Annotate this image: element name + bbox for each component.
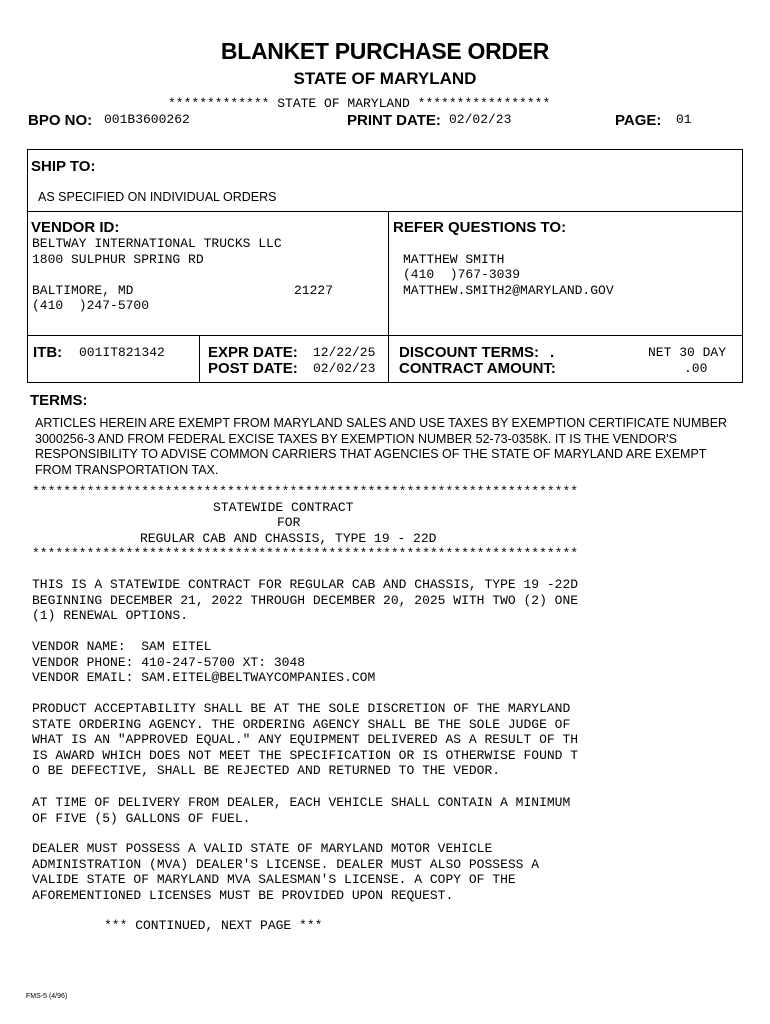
contract-description: THIS IS A STATEWIDE CONTRACT FOR REGULAR CAB AND CHASSIS, TYPE 19 -22D BEGINNING DECEMBER 21, 2022 THROUGH DECEMBER 20, 2025 WITH TWO (2) ONE (1) RENEWAL OPTIONS. <box>32 577 579 623</box>
contract-amount-value: .00 <box>684 361 708 376</box>
license-paragraph: DEALER MUST POSSESS A VALID STATE OF MARYLAND MOTOR VEHICLE ADMINISTRATION (MVA) DEALER'S LICENSE. DEALER MUST ALSO POSSESS A VALIDE STATE OF MARYLAND MVA SALESMAN'S LICENSE. A COPY OF THE AFOREMENTIONED LICENSES MUST BE PROVIDED UPON REQUEST. <box>32 841 540 903</box>
page-label: PAGE: <box>615 112 662 129</box>
terms-label: TERMS: <box>30 392 88 409</box>
contract-amount-label: CONTRACT AMOUNT: <box>399 360 556 377</box>
vendor-id-label: VENDOR ID: <box>31 219 120 236</box>
contact-email: MATTHEW.SMITH2@MARYLAND.GOV <box>403 283 614 298</box>
divider <box>388 211 389 383</box>
contact-phone: (410 )767-3039 <box>403 267 521 282</box>
contract-heading-3: REGULAR CAB AND CHASSIS, TYPE 19 - 22D <box>140 531 437 546</box>
discount-terms-label: DISCOUNT TERMS: <box>399 344 539 361</box>
contact-name: MATTHEW SMITH <box>403 252 505 267</box>
document-subtitle: STATE OF MARYLAND <box>293 69 477 88</box>
divider <box>27 211 743 212</box>
continued-notice: *** CONTINUED, NEXT PAGE *** <box>104 918 323 933</box>
stars-divider-bottom: ********************************************************************** <box>32 546 579 561</box>
terms-text: ARTICLES HEREIN ARE EXEMPT FROM MARYLAND SALES AND USE TAXES BY EXEMPTION CERTIFICATE NUMBER 3000256-3 AND FROM FEDERAL EXCISE TAXES BY EXEMPTION NUMBER 52-73-0358K. IT IS THE VENDOR'S RESPONSIBILITY TO ADVISE COMMON CARRIERS THAT AGENCIES OF THE STATE OF MARYLAND ARE EXEMPT FROM TRANSPORTATION TAX. <box>35 416 728 477</box>
divider <box>27 335 743 336</box>
discount-terms-dot: . <box>550 344 555 361</box>
discount-terms-value: NET 30 DAY <box>648 345 727 360</box>
vendor-phone: (410 )247-5700 <box>32 298 150 313</box>
itb-number: 001IT821342 <box>79 345 165 360</box>
refer-questions-label: REFER QUESTIONS TO: <box>393 219 567 236</box>
post-date-label: POST DATE: <box>208 360 298 377</box>
print-date-value: 02/02/23 <box>449 112 512 127</box>
ship-to-value: AS SPECIFIED ON INDIVIDUAL ORDERS <box>38 190 277 204</box>
state-banner: ************* STATE OF MARYLAND ***************** <box>168 96 551 111</box>
ship-to-label: SHIP TO: <box>31 158 96 175</box>
bpo-number: 001B3600262 <box>104 112 190 127</box>
acceptability-paragraph: PRODUCT ACCEPTABILITY SHALL BE AT THE SOLE DISCRETION OF THE MARYLAND STATE ORDERING AGENCY. THE ORDERING AGENCY SHALL BE THE SOLE JUDGE OF WHAT IS AN "APPROVED EQUAL." ANY EQUIPMENT DELIVERED AS A RESULT OF TH IS AWARD WHICH DOES NOT MEET THE SPECIFICATION OR IS OTHERWISE FOUND T O BE DEFECTIVE, SHALL BE REJECTED AND RETURNED TO THE VEDOR. <box>32 701 579 778</box>
contract-heading-1: STATEWIDE CONTRACT <box>213 500 354 515</box>
stars-divider-top: ********************************************************************** <box>32 484 579 499</box>
divider <box>199 335 200 383</box>
expr-date-value: 12/22/25 <box>313 345 376 360</box>
print-date-label: PRINT DATE: <box>347 112 441 129</box>
page-number: 01 <box>676 112 692 127</box>
document-title: BLANKET PURCHASE ORDER <box>220 38 550 64</box>
contract-heading-2: FOR <box>277 515 301 530</box>
vendor-zip: 21227 <box>294 283 334 298</box>
vendor-city-state: BALTIMORE, MD <box>32 283 134 298</box>
vendor-address: 1800 SULPHUR SPRING RD <box>32 252 204 267</box>
expr-date-label: EXPR DATE: <box>208 344 298 361</box>
fuel-paragraph: AT TIME OF DELIVERY FROM DEALER, EACH VEHICLE SHALL CONTAIN A MINIMUM OF FIVE (5) GALLONS OF FUEL. <box>32 795 571 826</box>
bpo-label: BPO NO: <box>28 112 93 129</box>
post-date-value: 02/02/23 <box>313 361 376 376</box>
vendor-name: BELTWAY INTERNATIONAL TRUCKS LLC <box>32 236 282 251</box>
form-id: FMS-5 (4/96) <box>26 993 68 1000</box>
itb-label: ITB: <box>33 344 63 361</box>
vendor-contact-block: VENDOR NAME: SAM EITEL VENDOR PHONE: 410-247-5700 XT: 3048 VENDOR EMAIL: SAM.EITEL@BELTWAYCOMPANIES.COM <box>32 639 376 685</box>
